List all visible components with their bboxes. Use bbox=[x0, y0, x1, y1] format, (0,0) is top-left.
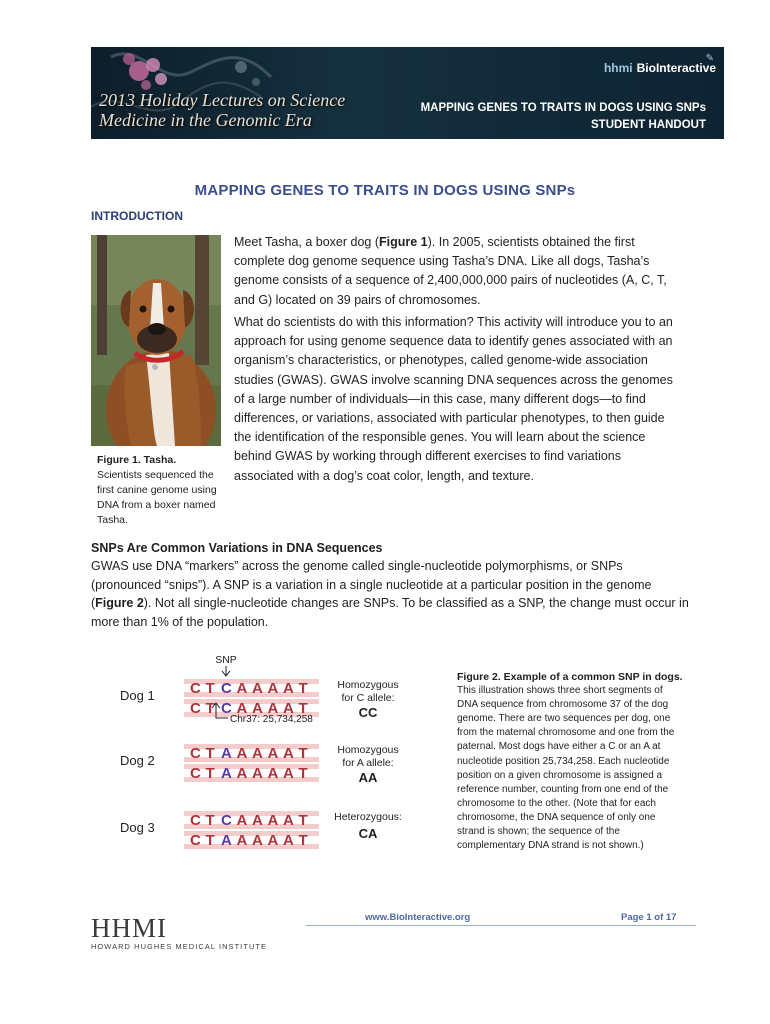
intro-p1-end: ). In 2005, scientists obtained the first complete dog genome sequence using Tasha’s DNA. Like all dogs, Tasha’s genome consists of a sequence of 2,400,000,000 pairs of nucleotides (A, C, T, and G) located on 39 pairs of chromosomes. bbox=[234, 235, 667, 307]
page-title: MAPPING GENES TO TRAITS IN DOGS USING SNPs bbox=[194, 182, 576, 199]
nucleotide: A bbox=[267, 812, 279, 829]
header-banner bbox=[91, 47, 724, 139]
figure-1-text: Scientists sequenced the first canine genome using DNA from a boxer named Tasha. bbox=[97, 469, 217, 526]
biointeractive-logo-text: BioInteractive bbox=[636, 61, 716, 75]
snp-label: SNP bbox=[215, 654, 237, 666]
boxer-dog-illustration bbox=[91, 235, 221, 446]
lecture-line-1: 2013 Holiday Lectures on Science bbox=[99, 90, 346, 110]
snp-nucleotide: A bbox=[221, 765, 232, 782]
nucleotide: C bbox=[190, 680, 201, 697]
footer-url: www.BioInteractive.org bbox=[365, 912, 471, 923]
nucleotide: C bbox=[190, 745, 201, 762]
pen-icon: ✎ bbox=[705, 53, 714, 64]
nucleotide: A bbox=[283, 765, 294, 782]
nucleotide: A bbox=[236, 765, 248, 782]
nucleotide: T bbox=[298, 765, 308, 782]
intro-paragraph-2: What do scientists do with this information? This activity will introduce you to an approach for using genome sequence data to identify genes associated with an organism’s characteristics, or phenotypes, called genome-wide association studies (GWAS). GWAS involve scanning DNA sequences across the genomes of a large number of individuals—in this case, many different dogs—to find differences, or variations, associated with particular phenotypes, to then guide the identification of the responsible genes. You will learn about the science behind GWAS by working through different exercises to find variations associated with a dog’s coat color, length, and texture. bbox=[234, 315, 673, 483]
hhmi-full-name: HOWARD HUGHES MEDICAL INSTITUTE bbox=[91, 942, 268, 951]
snp-nucleotide: C bbox=[221, 680, 232, 697]
dog-name: Dog 2 bbox=[120, 753, 155, 768]
introduction-heading: INTRODUCTION bbox=[91, 209, 183, 223]
nucleotide: A bbox=[283, 812, 294, 829]
nucleotide: A bbox=[252, 832, 263, 849]
nucleotide: T bbox=[298, 700, 308, 717]
genotype-label: CC bbox=[358, 705, 378, 720]
nucleotide: A bbox=[236, 832, 248, 849]
figure-1-reference: Figure 1 bbox=[379, 235, 428, 249]
allele-label: for A allele: bbox=[342, 757, 394, 769]
handout-title-line-2: STUDENT HANDOUT bbox=[591, 119, 706, 131]
nucleotide: A bbox=[236, 700, 248, 717]
intro-paragraph-1 bbox=[234, 233, 674, 310]
zygosity-label: Homozygous bbox=[337, 679, 399, 691]
nucleotide: A bbox=[252, 812, 263, 829]
snp-p-end: ). Not all single-nucleotide changes are SNPs. To be classified as a SNP, the change must occur in more than 1% of the population. bbox=[91, 596, 689, 630]
biointeractive-logo bbox=[603, 53, 716, 75]
nucleotide: A bbox=[283, 832, 294, 849]
lecture-line-2: Medicine in the Genomic Era bbox=[99, 110, 312, 130]
nucleotide: T bbox=[205, 745, 215, 762]
figure-2-reference: Figure 2 bbox=[95, 596, 144, 611]
genotype-label: AA bbox=[358, 770, 378, 785]
nucleotide: C bbox=[190, 812, 201, 829]
nucleotide: T bbox=[298, 745, 308, 762]
nucleotide: T bbox=[298, 812, 308, 829]
dog-name: Dog 1 bbox=[120, 688, 155, 703]
nucleotide: A bbox=[283, 680, 294, 697]
hhmi-logo-text: hhmi bbox=[603, 61, 633, 75]
nucleotide: A bbox=[236, 812, 248, 829]
nucleotide: C bbox=[190, 700, 201, 717]
handout-title bbox=[421, 100, 706, 134]
snp-figure bbox=[100, 650, 450, 860]
tasha-photo bbox=[91, 235, 221, 446]
hhmi-wordmark: HHMI bbox=[91, 913, 167, 943]
nucleotide: C bbox=[190, 832, 201, 849]
nucleotide: A bbox=[252, 765, 263, 782]
dog-name: Dog 3 bbox=[120, 820, 155, 835]
nucleotide: T bbox=[205, 765, 215, 782]
snp-arrow-icon bbox=[222, 666, 230, 676]
nucleotide: A bbox=[283, 700, 294, 717]
nucleotide: A bbox=[267, 765, 279, 782]
zygosity-label: Homozygous bbox=[337, 744, 399, 756]
chromosome-position-label: Chr37: 25,734,258 bbox=[230, 714, 313, 725]
nucleotide: T bbox=[205, 680, 215, 697]
figure-1-caption bbox=[97, 453, 227, 528]
nucleotide: T bbox=[205, 832, 215, 849]
nucleotide: A bbox=[267, 700, 279, 717]
nucleotide: A bbox=[236, 680, 248, 697]
figure-2-title: Figure 2. Example of a common SNP in dogs. bbox=[457, 671, 683, 683]
handout-title-line-1: MAPPING GENES TO TRAITS IN DOGS USING SNPs bbox=[420, 102, 706, 114]
nucleotide: A bbox=[267, 832, 279, 849]
intro-p1-start: Meet Tasha, a boxer dog ( bbox=[234, 235, 379, 249]
nucleotide: T bbox=[205, 812, 215, 829]
figure-2-text: This illustration shows three short segments of DNA sequence from chromosome 37 of the dog genome. There are two sequences per dog, one from the maternal chromosome and one from the paternal. Most dogs have either a C or an A at nucleotide position 25,734,258. Each nucleotide position on a given chromosome is assigned a reference number, counting from one end of the chromosome to the other. (Note that for each chromosome, the DNA sequence of only one strand is shown; the sequence of the complementary DNA strand is not shown.) bbox=[457, 685, 675, 852]
snp-nucleotide: C bbox=[221, 700, 232, 717]
nucleotide: A bbox=[252, 745, 263, 762]
snp-p-start: GWAS use DNA “markers” across the genome called single-nucleotide polymorphisms, or SNPs (pronounced “snips”). A SNP is a variation in a single nucleotide at a particular position in the genome ( bbox=[91, 559, 652, 611]
nucleotide: T bbox=[298, 680, 308, 697]
page-number: Page 1 of 17 bbox=[621, 912, 677, 923]
zygosity-label: Heterozygous: bbox=[334, 811, 402, 823]
hhmi-footer-logo bbox=[91, 914, 267, 951]
snp-section-heading: SNPs Are Common Variations in DNA Sequences bbox=[91, 541, 383, 555]
nucleotide: T bbox=[298, 832, 308, 849]
snp-nucleotide: A bbox=[221, 832, 232, 849]
snp-nucleotide: A bbox=[221, 745, 232, 762]
footer-divider bbox=[306, 925, 696, 926]
allele-label: for C allele: bbox=[341, 692, 395, 704]
snp-nucleotide: C bbox=[221, 812, 232, 829]
lecture-series-title bbox=[99, 90, 345, 130]
nucleotide: A bbox=[252, 680, 263, 697]
nucleotide: A bbox=[267, 680, 279, 697]
nucleotide: C bbox=[190, 765, 201, 782]
snp-paragraph bbox=[91, 557, 691, 632]
nucleotide: A bbox=[267, 745, 279, 762]
nucleotide: A bbox=[252, 700, 263, 717]
figure-2-caption bbox=[457, 670, 685, 853]
nucleotide: A bbox=[236, 745, 248, 762]
genotype-label: CA bbox=[358, 826, 378, 841]
figure-1-title: Figure 1. Tasha. bbox=[97, 454, 177, 466]
nucleotide: T bbox=[205, 700, 215, 717]
nucleotide: A bbox=[283, 745, 294, 762]
